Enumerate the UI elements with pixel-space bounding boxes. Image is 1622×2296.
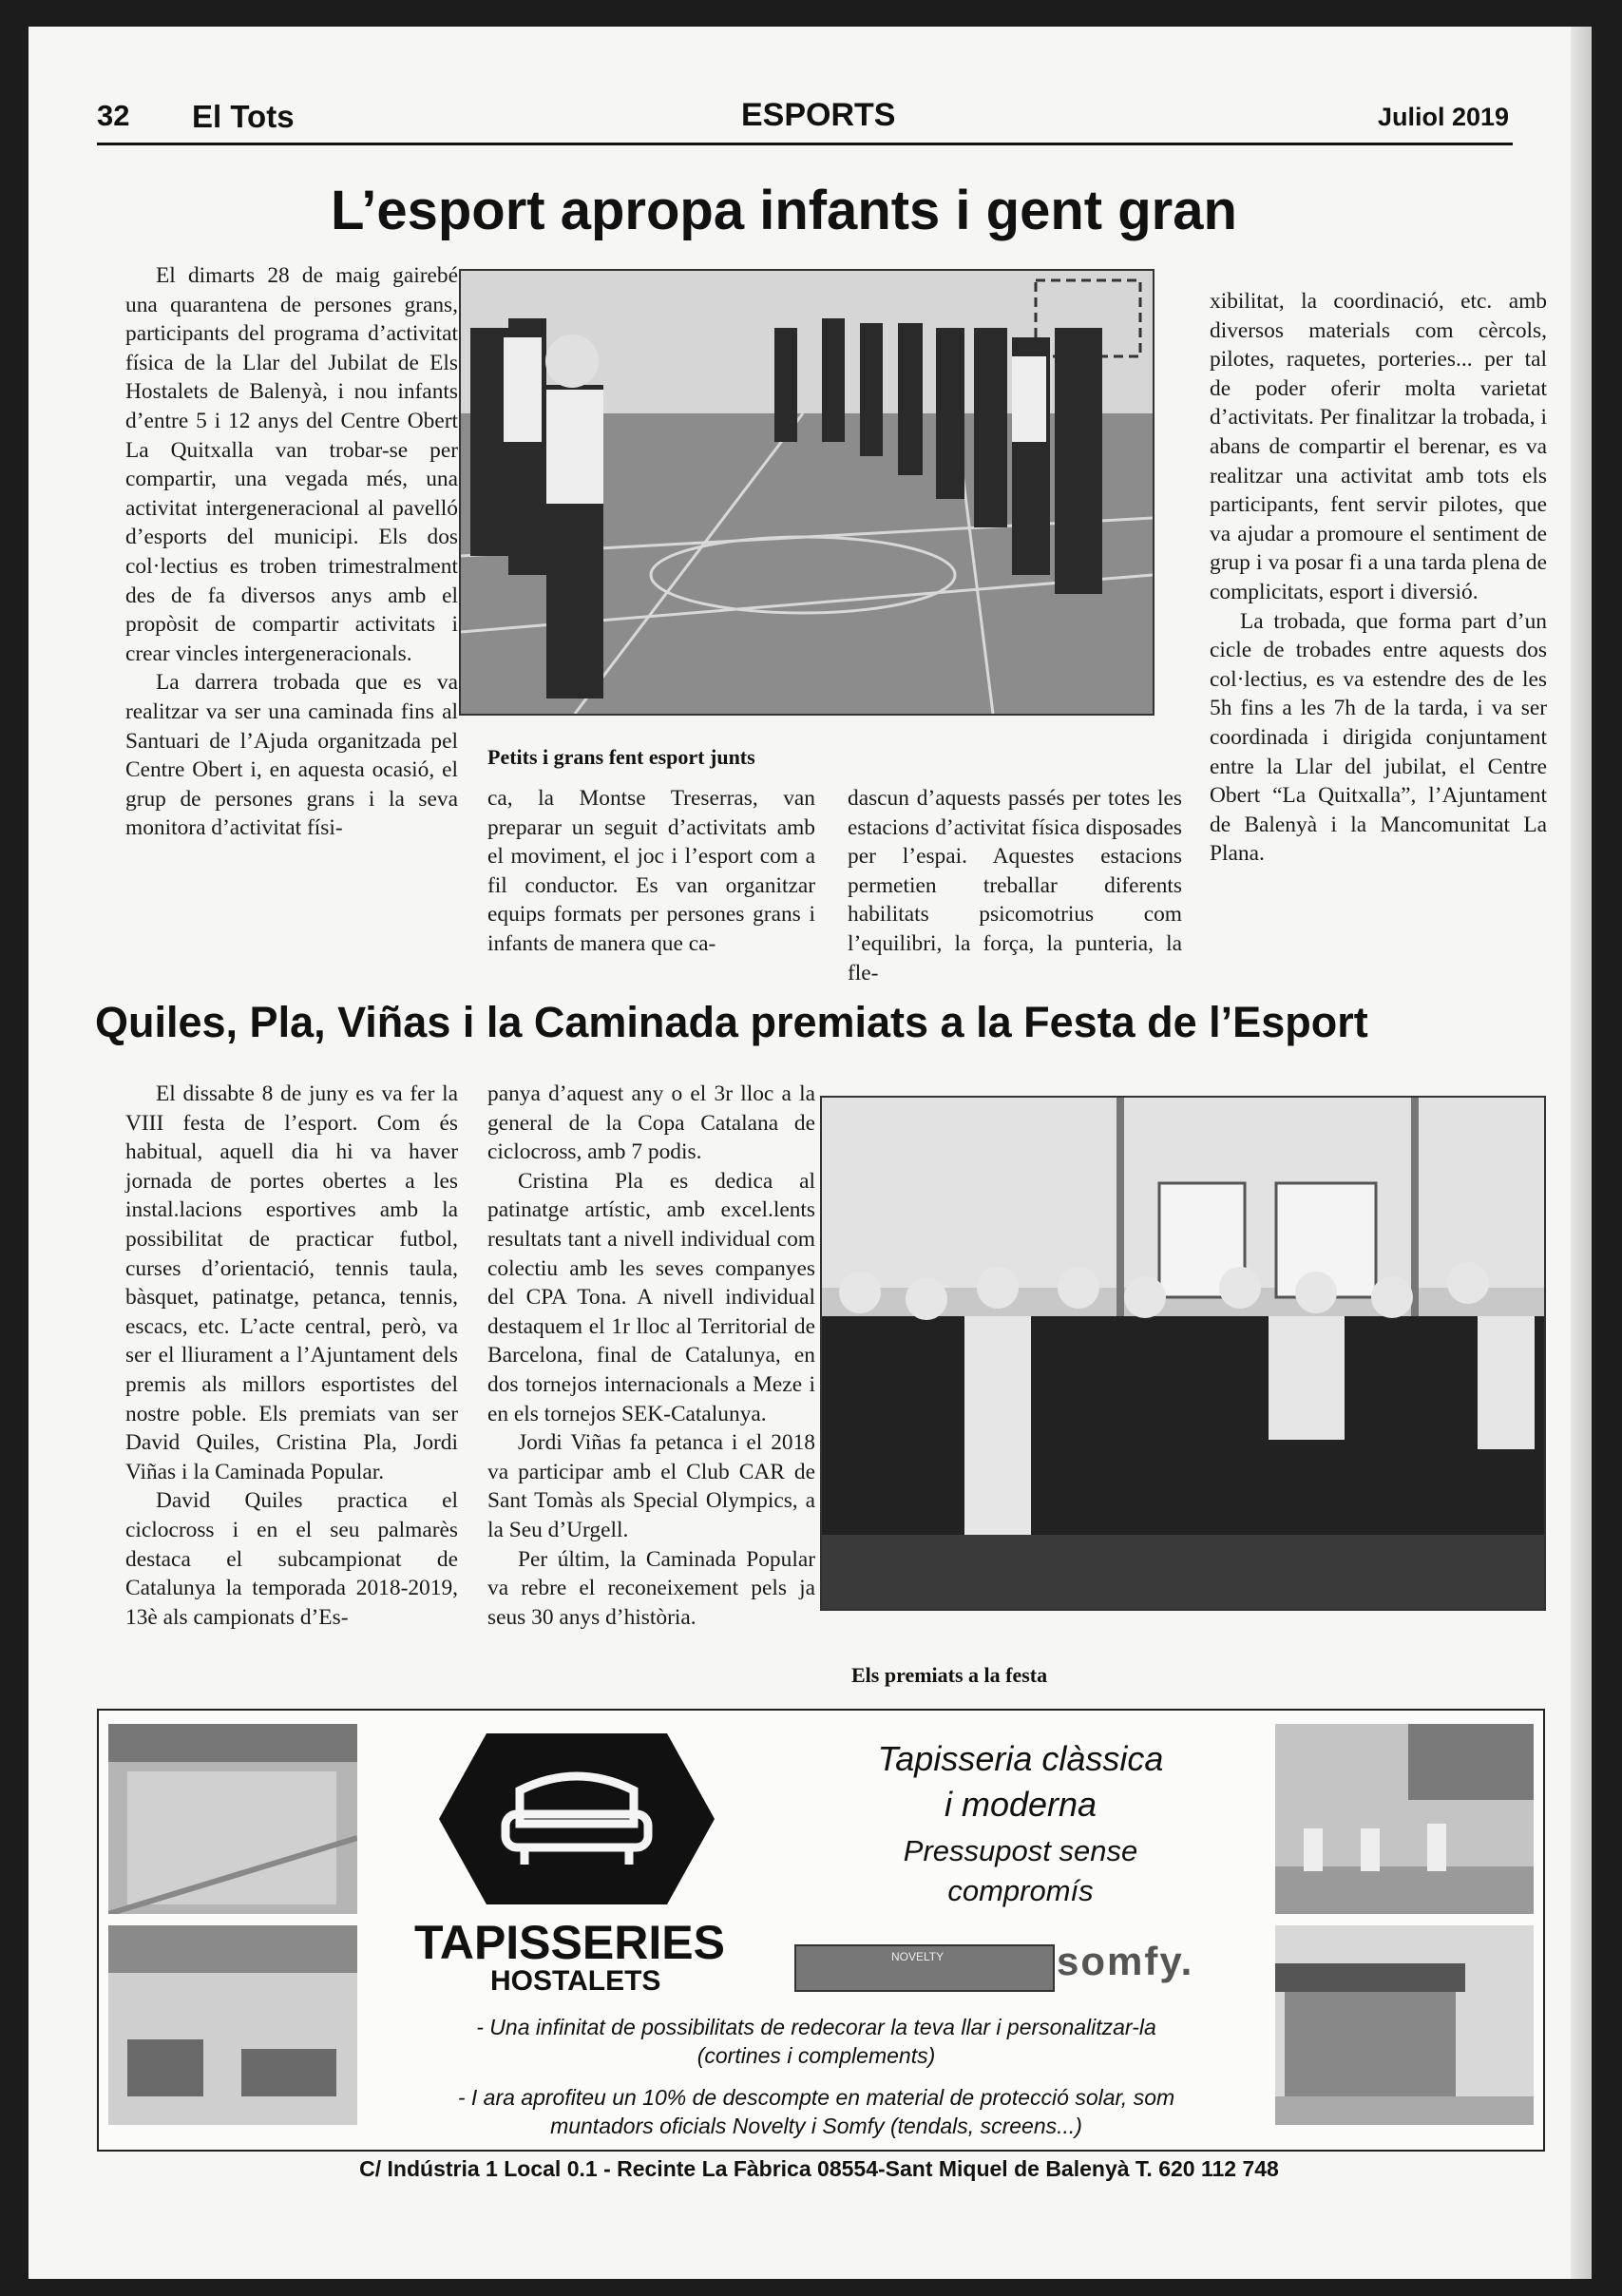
page-fold <box>1571 27 1592 2279</box>
somfy-logo: somfy. <box>1057 1939 1194 1983</box>
ad-line-1b: (cortines i complements) <box>697 2043 936 2068</box>
ad-tagline-2: i moderna <box>944 1785 1097 1824</box>
article1-col1-para2: La darrera trobada que es va realitzar va ser una caminada fins al Santuari de l’Ajuda organitzada pel Centre Obert i, en aquesta ocasió, el grup de persones grans i la seva monitora d’activitat físi- <box>125 670 458 841</box>
ad-brand-sub: HOSTALETS <box>490 1965 661 1997</box>
article2-photo <box>820 1096 1546 1611</box>
ad-line-2b: muntadors oficials Novelty i Somfy (tendals, screens...) <box>550 2114 1082 2138</box>
article1-column-4 <box>1210 287 1547 869</box>
article1-col3-text: dascun d’aquests passés per totes les estacions d’activitat física disposades per l’espai. Aquestes estacions permetien treballar diferents habilitats psicomotrius com l’equilibri, la força, la punteria, la fle- <box>848 786 1182 985</box>
ad-tagline-4: compromís <box>947 1874 1094 1907</box>
header-rule <box>97 143 1513 145</box>
article1-photo <box>459 269 1154 716</box>
article2-col2-para3: Jordi Viñas fa petanca i el 2018 va participar amb el Club CAR de Sant Tomàs als Special Olympics, a la Seu d’Urgell. <box>487 1430 815 1542</box>
ad-photo-terrace <box>1275 1724 1534 1914</box>
ad-address: C/ Indústria 1 Local 0.1 - Recinte La Fàbrica 08554-Sant Miquel de Balenyà T. 620 112 748 <box>359 2156 1279 2181</box>
publication-name: El Tots <box>192 99 295 134</box>
article1-col4-para2: La trobada, que forma part d’un cicle de trobades entre aquests dos col·lectius, es va estendre des de les 5h fins a les 7h de la tarda, i va ser coordinada i dirigida conjuntament entre la Llar del jubilat, el Centre Obert “La Quitxalla”, l’Ajuntament de Balenyà i la Mancomunitat La Plana. <box>1210 608 1547 867</box>
article2-title: Quiles, Pla, Viñas i la Caminada premiats a la Festa de l’Esport <box>95 998 1368 1046</box>
article1-col1-para1: El dimarts 28 de maig gairebé una quarantena de persones grans, participants del programa d’activitat física de la Llar del Jubilat de Els Hostalets de Balenyà, i nou infants d’entre 5 i 12 anys del Centre Obert La Quitxalla van trobar-se per compartir, una vegada més, una activitat intergeneracional al pavelló d’esports del municipi. Els dos col·lectius es troben trimestralment des de fa diversos anys amb el propòsit de compartir activitats i crear vincles intergeneracionals. <box>125 263 458 666</box>
ad-brand: TAPISSERIES <box>414 1916 725 1969</box>
article1-col2-text: ca, la Montse Treserras, van preparar un seguit d’activitats amb el moviment, el joc i l’esport com a fil conductor. Es van organitzar equips formats per persones grans i infants de manera que ca- <box>487 786 815 956</box>
article2-column-1 <box>125 1080 458 1632</box>
article1-col4-para1: xibilitat, la coordinació, etc. amb diversos materials com cèrcols, pilotes, raquetes, porteries... per tal de poder oferir molta varietat d’activitats. Per finalitzar la trobada, i abans de compartir el berenar, es va realitzar una activitat amb tots els participants, fent servir pilotes, que va ajudar a promoure el sentiment de grup i va posar fi a una tarda plena de complicitats, esport i diversió. <box>1210 289 1547 604</box>
article1-photo-caption: Petits i grans fent esport junts <box>487 745 755 769</box>
sofa-logo-icon <box>439 1733 715 1904</box>
novelty-banner <box>794 1944 1055 1992</box>
article2-col2-para2: Cristina Pla es dedica al patinatge artístic, amb excel.lents resultats tant a nivell individual com colectiu amb les seves companyes del CPA Tona. A nivell individual destaquem el 1r lloc al Territorial de Barcelona, final de Catalunya, en dos tornejos internacionals a Meze i en els tornejos SEK-Catalunya. <box>487 1168 815 1426</box>
page-number: 32 <box>97 99 130 132</box>
article1-column-3 <box>848 784 1182 987</box>
article2-col2-para4: Per últim, la Caminada Popular va rebre el reconeixement pels ja seus 30 anys d’història. <box>487 1546 815 1630</box>
ad-tagline-3: Pressupost sense <box>903 1834 1138 1867</box>
article1-column-1 <box>125 261 458 843</box>
ad-photo-awning <box>1275 1925 1534 2125</box>
advertisement-box <box>97 1709 1545 2152</box>
ad-tagline-1: Tapisseria clàssica <box>877 1739 1164 1778</box>
newspaper-page <box>29 27 1592 2279</box>
article2-col1-para1: El dissabte 8 de juny es va fer la VIII festa de l’esport. Com és habitual, aquell dia hi va haver jornada de portes obertes a les instal.lacions esportives amb la possibilitat de practicar futbol, curses d’orientació, tennis taula, bàsquet, patinatge, petanca, tennis, escacs, etc. L’acte central, però, va ser el lliurament a l’Ajuntament dels premis als millors esportistes del nostre poble. Els premiats van ser David Quiles, Cristina Pla, Jordi Viñas i la Caminada Popular. <box>125 1081 458 1484</box>
issue-date: Juliol 2019 <box>1378 103 1510 131</box>
article2-col2-para1: panya d’aquest any o el 3r lloc a la general de la Copa Catalana de ciclocross, amb 7 podis. <box>487 1081 815 1165</box>
article1-title: L’esport apropa infants i gent gran <box>331 180 1237 241</box>
article1-column-2 <box>487 784 815 959</box>
article2-column-2 <box>487 1080 815 1632</box>
ad-photo-interior <box>108 1925 357 2125</box>
ad-line-2a: - I ara aprofiteu un 10% de descompte en material de protecció solar, som <box>457 2085 1175 2110</box>
novelty-banner-text: NOVELTY <box>891 1950 945 1963</box>
section-name: ESPORTS <box>741 97 896 133</box>
ad-line-1a: - Una infinitat de possibilitats de redecorar la teva llar i personalitzar-la <box>476 2015 1156 2039</box>
article2-photo-caption: Els premiats a la festa <box>851 1663 1048 1687</box>
ad-photo-blinds <box>108 1724 357 1914</box>
article2-col1-para2: David Quiles practica el ciclocross i en el seu palmarès destaca el subcampionat de Catalunya la temporada 2018-2019, 13è als campionats d’Es- <box>125 1488 458 1630</box>
